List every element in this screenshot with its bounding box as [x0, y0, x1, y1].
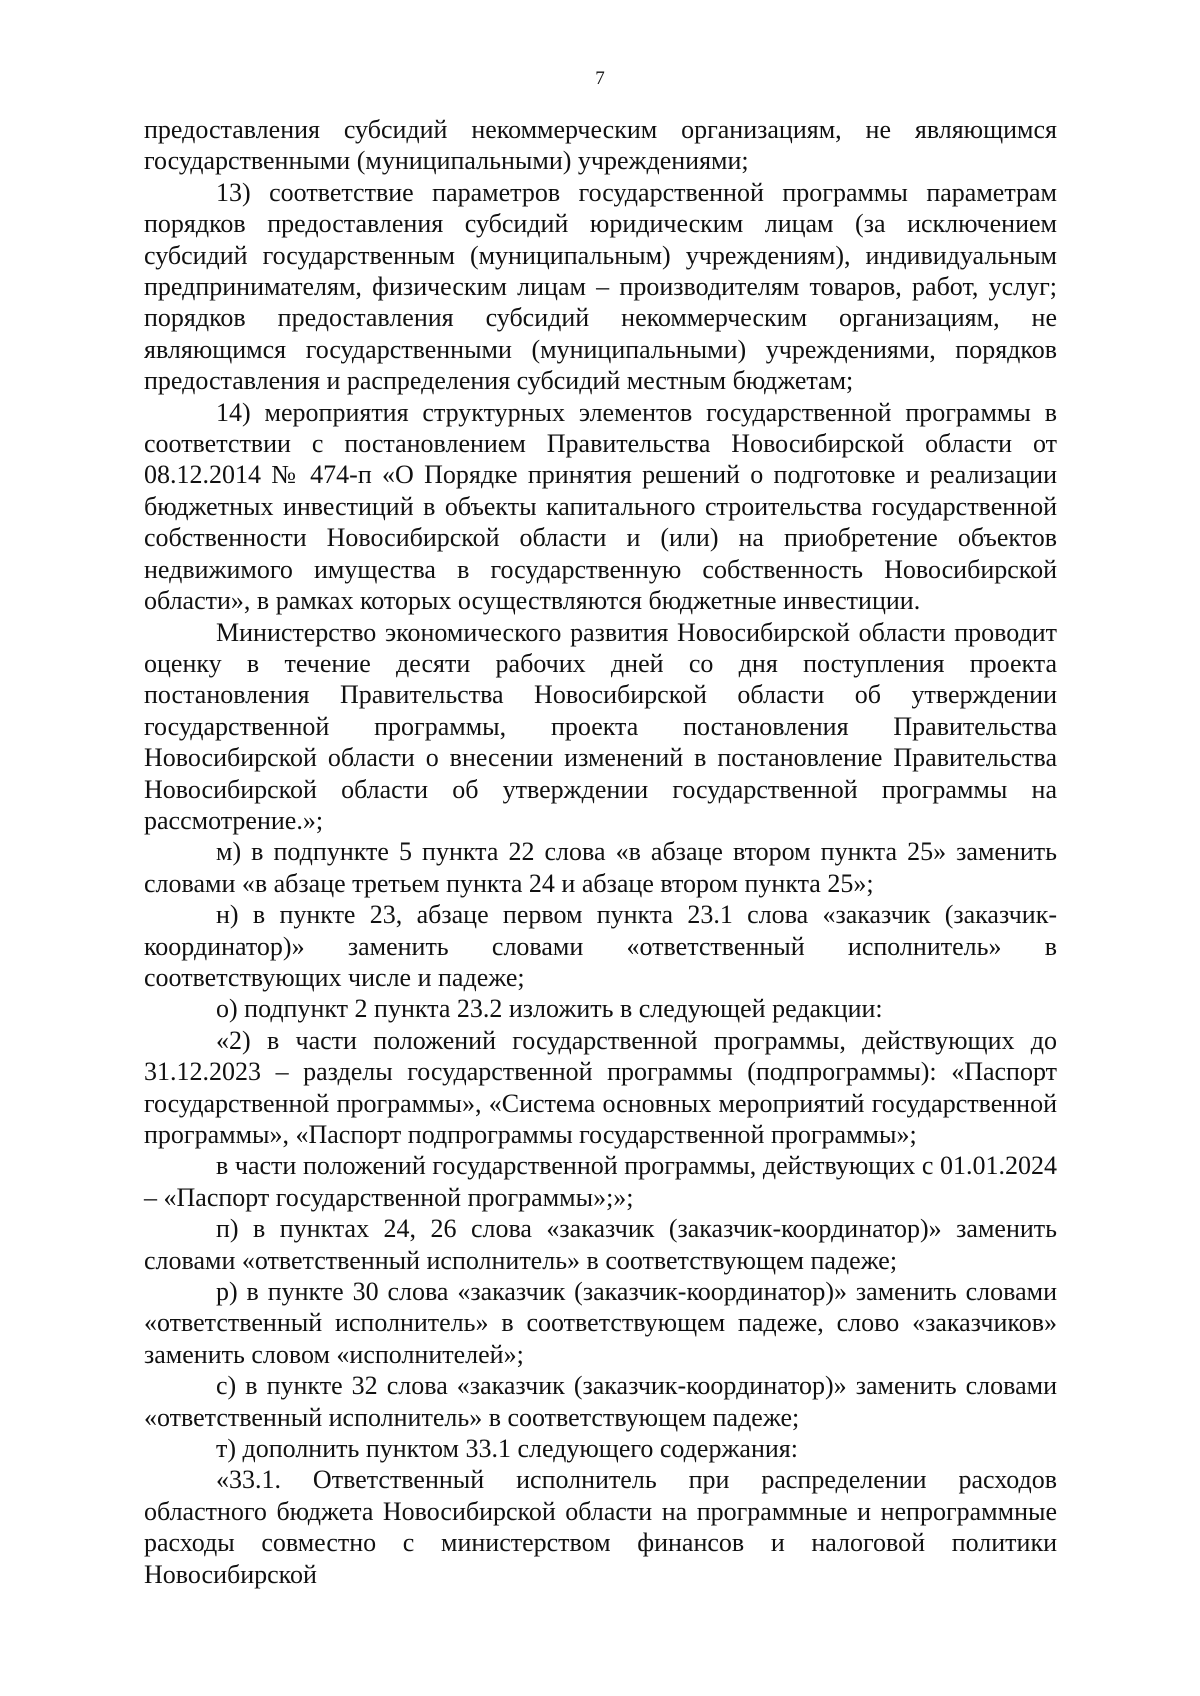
paragraph-item-13: 13) соответствие параметров государственной программы параметрам порядков предоставления субсидий юридическим лицам (за исключением субсидий государственным (муниципальным) учреждениям), индивидуальным предпринимателям, физическим лицам – производителям товаров, работ, услуг; порядков предоставления субсидий некоммерческим организациям, не являющимся государственными (муниципальными) учреждениями, порядков предоставления и распределения субсидий местным бюджетам; [144, 177, 1057, 396]
paragraph-item-r: р) в пункте 30 слова «заказчик (заказчик-координатор)» заменить словами «ответственный исполнитель» в соответствующем падеже, слово «заказчиков» заменить словом «исполнителей»; [144, 1277, 1057, 1369]
paragraph-continuation: предоставления субсидий некоммерческим организациям, не являющимся государственными (муниципальными) учреждениями; [144, 115, 1057, 176]
paragraph-item-s: с) в пункте 32 слова «заказчик (заказчик-координатор)» заменить словами «ответственный исполнитель» в соответствующем падеже; [144, 1371, 1057, 1432]
paragraph-item-o: о) подпункт 2 пункта 23.2 изложить в следующей редакции: [216, 994, 883, 1024]
paragraph-item-n: н) в пункте 23, абзаце первом пункта 23.1 слова «заказчик (заказчик-координатор)» заменить словами «ответственный исполнитель» в соответствующих числе и падеже; [144, 900, 1057, 992]
paragraph-item-p: п) в пунктах 24, 26 слова «заказчик (заказчик-координатор)» заменить словами «ответственный исполнитель» в соответствующем падеже; [144, 1214, 1057, 1275]
document-body [144, 114, 1057, 1590]
paragraph-quote-2-cont: в части положений государственной программы, действующих с 01.01.2024 – «Паспорт государственной программы»;»; [144, 1151, 1057, 1212]
page-number: 7 [595, 68, 605, 89]
paragraph-item-m: м) в подпункте 5 пункта 22 слова «в абзаце втором пункта 25» заменить словами «в абзаце третьем пункта 24 и абзаце втором пункта 25»; [144, 837, 1057, 898]
paragraph-item-t: т) дополнить пунктом 33.1 следующего содержания: [216, 1434, 798, 1464]
paragraph-quote-33-1: «33.1. Ответственный исполнитель при распределении расходов областного бюджета Новосибирской области на программные и непрограммные расходы совместно с министерством финансов и налоговой политики Новосибирской [144, 1465, 1057, 1589]
paragraph-quote-2: «2) в части положений государственной программы, действующих до 31.12.2023 – разделы государственной программы (подпрограммы): «Паспорт государственной программы», «Система основных мероприятий государственной программы», «Паспорт подпрограммы государственной программы»; [144, 1025, 1057, 1149]
paragraph-ministry-assessment: Министерство экономического развития Новосибирской области проводит оценку в течение десяти рабочих дней со дня поступления проекта постановления Правительства Новосибирской области об утверждении государственной программы, проекта постановления Правительства Новосибирской области о внесении изменений в постановление Правительства Новосибирской области об утверждении государственной программы на рассмотрение.»; [144, 617, 1057, 835]
paragraph-item-14: 14) мероприятия структурных элементов государственной программы в соответствии с постановлением Правительства Новосибирской области от 08.12.2014 № 474-п «О Порядке принятия решений о подготовке и реализации бюджетных инвестиций в объекты капитального строительства государственной собственности Новосибирской области и (или) на приобретение объектов недвижимого имущества в государственную собственность Новосибирской области», в рамках которых осуществляются бюджетные инвестиции. [144, 397, 1057, 616]
